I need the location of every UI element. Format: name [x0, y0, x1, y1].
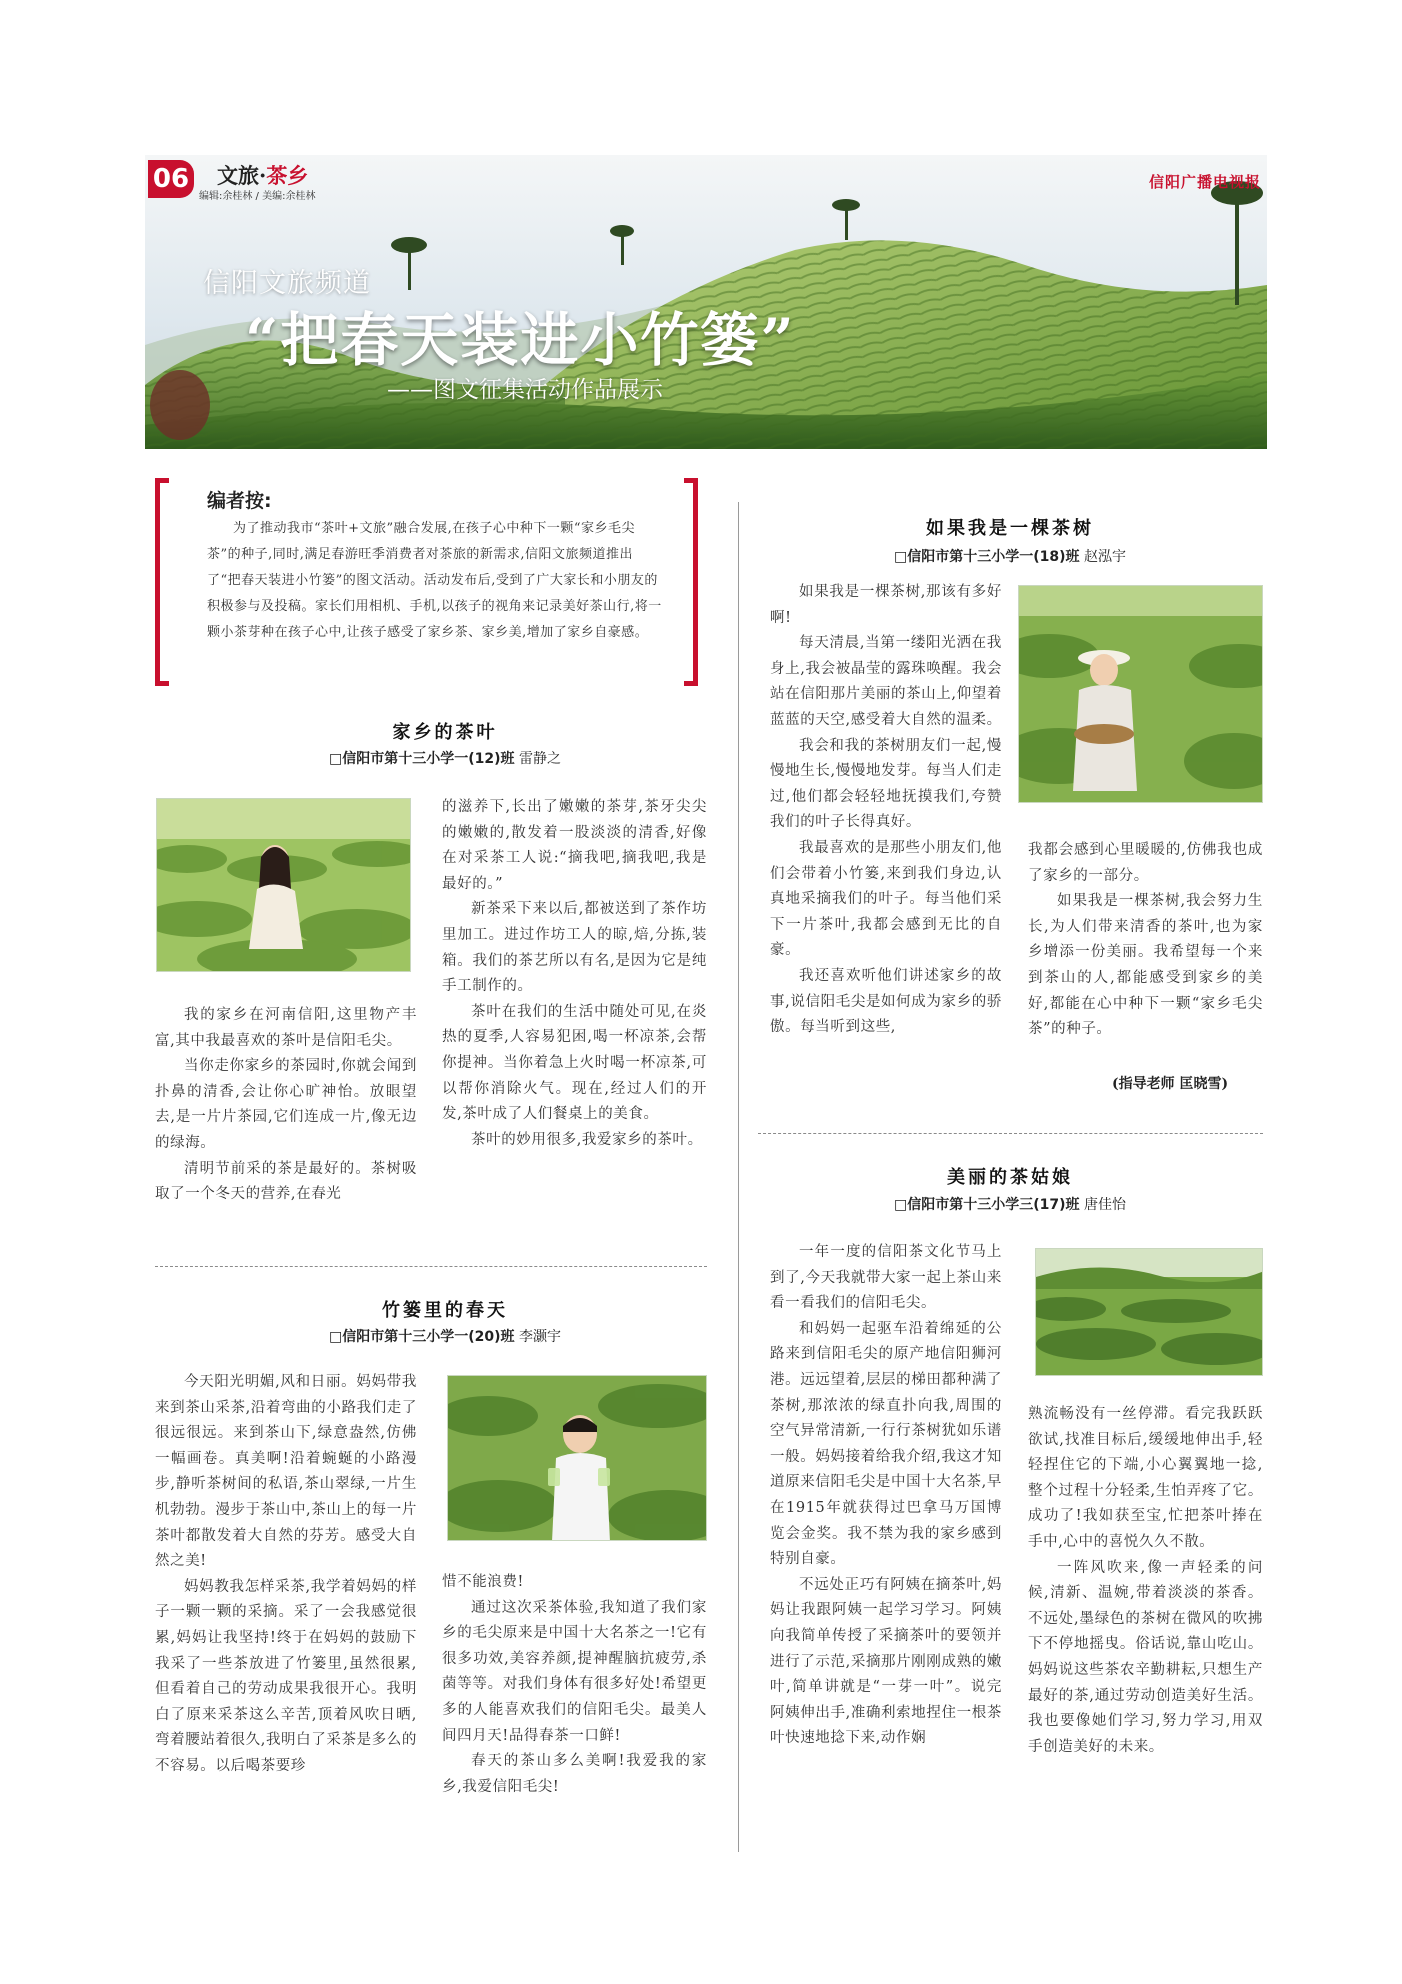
editor-note-body: 为了推动我市“茶叶+文旅”融合发展,在孩子心中种下一颗“家乡毛尖茶”的种子,同时,满足春游旺季消费者对茶旅的新需求,信阳文旅频道推出了“把春天装进小竹篓”的图文活动。活动发布后,受到了广大家长和小朋友的积极参与及投稿。家长们用相机、手机,以孩子的视角来记录美好茶山行,将一颗小茶芽种在孩子心中,让孩子感受了家乡茶、家乡美,增加了家乡自豪感。 — [207, 521, 662, 640]
article-column: 今天阳光明媚,风和日丽。妈妈带我来到茶山采茶,沿着弯曲的小路我们走了很远很远。来到茶山下,绿意盎然,仿佛一幅画卷。真美啊!沿着蜿蜒的小路漫步,静听茶树间的私语,茶山翠绿,一片生机勃勃。漫步于茶山中,茶山上的每一片茶叶都散发着大自然的芬芳。感受大自然之美! 妈妈教我怎样采茶,我学着妈妈的样子一颗一颗的采摘。采了一会我感觉很累,妈妈让我坚持!终于在妈妈的鼓励下我采了一些茶放进了竹篓里,虽然很累,但看着自己的劳动成果我很开心。我明白了原来采茶这么辛苦,顶着风吹日晒,弯着腰站着很久,我明白了采茶是多么的不容易。以后喝茶要珍 — [155, 1374, 417, 1774]
header-banner — [145, 155, 1267, 449]
article-byline: □信阳市第十三小学一(12)班 雷静之 — [329, 751, 561, 767]
article-title: 美丽的茶姑娘 — [947, 1167, 1073, 1188]
article-separator — [758, 1133, 1263, 1134]
editors-credit: 编辑:余桂林 / 美编:余桂林 — [199, 191, 316, 202]
article-column: 我的家乡在河南信阳,这里物产丰富,其中我最喜欢的茶叶是信阳毛尖。 当你走你家乡的茶园时,你就会闻到扑鼻的清香,会让你心旷神怡。放眼望去,是一片片茶园,它们连成一片,像无边的绿海。 清明节前采的茶是最好的。茶树吸取了一个冬天的营养,在春光 — [155, 1007, 417, 1203]
editor-note-title: 编者按: — [207, 490, 272, 512]
article-title: 家乡的茶叶 — [392, 722, 498, 743]
bracket-right — [684, 478, 698, 686]
photo-boy-with-basket — [1018, 585, 1263, 803]
photo-tea-garden — [1035, 1248, 1263, 1376]
article-title: 如果我是一棵茶树 — [926, 518, 1094, 539]
masthead: 信阳广播电视报 — [1148, 173, 1261, 191]
article-byline: □信阳市第十三小学三(17)班 唐佳怡 — [894, 1197, 1126, 1213]
section-name: 文旅·茶乡 — [217, 163, 309, 188]
banner-title: “把春天装进小竹篓” — [245, 306, 796, 374]
teacher-credit: (指导老师 匡晓雪) — [1112, 1076, 1229, 1092]
article-byline: □信阳市第十三小学一(20)班 李灏宇 — [329, 1329, 561, 1345]
column-divider — [738, 502, 739, 1852]
bracket-left — [155, 478, 169, 686]
article-separator — [155, 1266, 707, 1267]
article-title: 竹篓里的春天 — [382, 1300, 508, 1321]
article-column: 一年一度的信阳茶文化节马上到了,今天我就带大家一起上茶山来看一看我们的信阳毛尖。 和妈妈一起驱车沿着绵延的公路来到信阳毛尖的原产地信阳狮河港。远远望着,层层的梯田都种满了茶树,那浓浓的绿直扑向我,周围的空气异常清新,一行行茶树犹如乐谱一般。妈妈接着给我介绍,我这才知道原来信阳毛尖是中国十大名茶,早在1915年就获得过巴拿马万国博览会金奖。我不禁为我的家乡感到特别自豪。 不远处正巧有阿姨在摘茶叶,妈妈让我跟阿姨一起学习学习。阿姨向我简单传授了采摘茶叶的要领并进行了示范,采摘那片刚刚成熟的嫩叶,简单讲就是“一芽一叶”。说完阿姨伸出手,准确利索地捏住一根茶叶快速地捻下来,动作娴 — [770, 1244, 1002, 1747]
photo-girl-picking-tea — [156, 798, 411, 972]
photo-boy-with-tea — [447, 1375, 707, 1541]
article-column: 惜不能浪费! 通过这次采茶体验,我知道了我们家乡的毛尖原来是中国十大名茶之一!它有很多功效,美容养颜,提神醒脑抗疲劳,杀菌等等。对我们身体有很多好处!希望更多的人能喜欢我们的信阳毛尖。最美人间四月天!品得春茶一口鲜! 春天的茶山多么美啊!我爱我的家乡,我爱信阳毛尖! — [442, 1574, 707, 1795]
page-number: 06 — [148, 160, 194, 198]
article-column: 的滋养下,长出了嫩嫩的茶芽,茶牙尖尖的嫩嫩的,散发着一股淡淡的清香,好像在对采茶工人说:“摘我吧,摘我吧,我是最好的。” 新茶采下来以后,都被送到了茶作坊里加工。进过作坊工人的晾,焙,分拣,装箱。我们的茶艺所以有名,是因为它是纯手工制作的。 茶叶在我们的生活中随处可见,在炎热的夏季,人容易犯困,喝一杯凉茶,会帮你提神。当你着急上火时喝一杯凉茶,可以帮你消除火气。现在,经过人们的开发,茶叶成了人们餐桌上的美食。 茶叶的妙用很多,我爱家乡的茶叶。 — [442, 799, 707, 1148]
banner-subtitle: ——图文征集活动作品展示 — [387, 377, 663, 403]
banner-kicker: 信阳文旅频道 — [203, 268, 371, 299]
article-column: 熟流畅没有一丝停滞。看完我跃跃欲试,找准目标后,缓缓地伸出手,轻轻捏住它的下端,小心翼翼地一捻,整个过程十分轻柔,生怕弄疼了它。成功了!我如获至宝,忙把茶叶捧在手中,心中的喜悦久久不散。 一阵风吹来,像一声轻柔的问候,清新、温婉,带着淡淡的茶香。不远处,墨绿色的茶树在微风的吹拂下不停地摇曳。俗话说,靠山吃山。妈妈说这些茶农辛勤耕耘,只想生产最好的茶,通过劳动创造美好生活。我也要像她们学习,努力学习,用双手创造美好的未来。 — [1028, 1406, 1263, 1755]
article-column: 我都会感到心里暖暖的,仿佛我也成了家乡的一部分。 如果我是一棵茶树,我会努力生长,为人们带来清香的茶叶,也为家乡增添一份美丽。我希望每一个来到茶山的人,都能感受到家乡的美好,都能在心中种下一颗“家乡毛尖茶”的种子。 — [1028, 842, 1263, 1038]
article-column: 如果我是一棵茶树,那该有多好啊! 每天清晨,当第一缕阳光洒在我身上,我会被晶莹的露珠唤醒。我会站在信阳那片美丽的茶山上,仰望着蓝蓝的天空,感受着大自然的温柔。 我会和我的茶树朋友们一起,慢慢地生长,慢慢地发芽。每当人们走过,他们都会轻轻地抚摸我们,夸赞我们的叶子长得真好。 我最喜欢的是那些小朋友们,他们会带着小竹篓,来到我们身边,认真地采摘我们的叶子。每当他们采下一片茶叶,我都会感到无比的自豪。 我还喜欢听他们讲述家乡的故事,说信阳毛尖是如何成为家乡的骄傲。每当听到这些, — [770, 584, 1002, 1036]
article-byline: □信阳市第十三小学一(18)班 赵泓宇 — [894, 549, 1126, 565]
editor-note — [155, 478, 698, 686]
